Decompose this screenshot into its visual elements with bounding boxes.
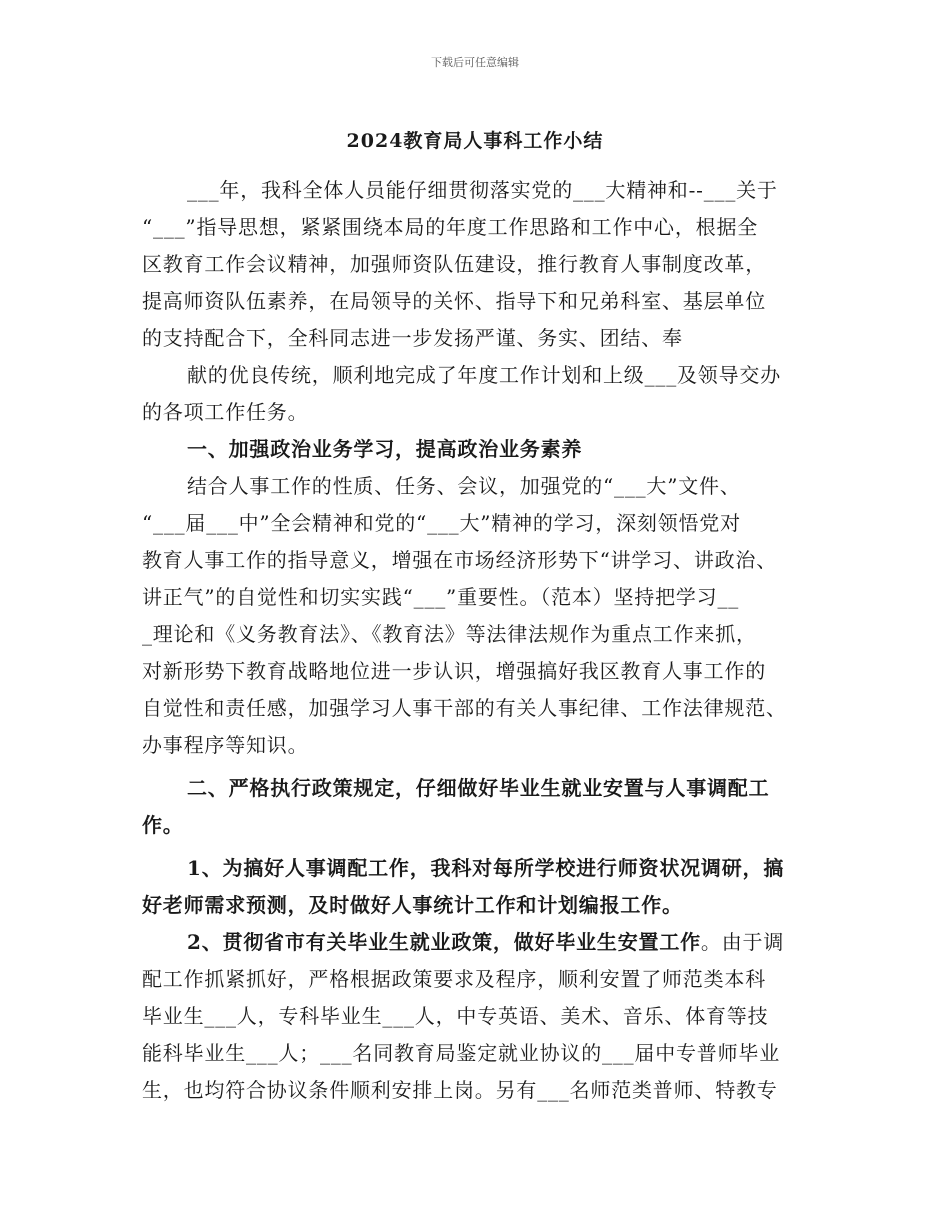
- paragraph-line: 献的优良传统，顺利地完成了年度工作计划和上级___及领导交办: [187, 363, 781, 387]
- item-heading: 好老师需求预测，及时做好人事统计工作和计划编报工作。: [142, 893, 683, 917]
- section-heading: 一、加强政治业务学习，提高政治业务素养: [187, 437, 583, 461]
- document-body: [142, 172, 820, 1109]
- paragraph-line: 教育人事工作的指导意义，增强在市场经济形势下“讲学习、讲政治、: [142, 548, 778, 572]
- paragraph-line: 区教育工作会议精神，加强师资队伍建设，推行教育人事制度改革，: [142, 252, 766, 276]
- item-heading: 1、为搞好人事调配工作，我科对每所学校进行师资状况调研，搞: [187, 856, 785, 880]
- page-header-note: 下载后可任意编辑: [431, 56, 519, 69]
- paragraph-line: 提高师资队伍素养，在局领导的关怀、指导下和兄弟科室、基层单位: [142, 289, 766, 313]
- paragraph-line: 生，也均符合协议条件顺利安排上岗。另有___名师范类普师、特教专: [142, 1078, 778, 1102]
- paragraph-line: 讲正气”的自觉性和切实实践“___”重要性。（范本）坚持把学习__: [142, 585, 740, 609]
- paragraph-line: 自觉性和责任感，加强学习人事干部的有关人事纪律、工作法律规范、: [142, 696, 787, 720]
- document-title: 2024教育局人事科工作小结: [346, 130, 604, 152]
- paragraph-text: 。由于调: [700, 930, 785, 954]
- paragraph-line: ___年，我科全体人员能仔细贯彻落实党的___大精神和--___关于: [187, 178, 778, 202]
- paragraph-line: “___届___中”全会精神和党的“___大”精神的学习，深刻领悟党对: [142, 511, 741, 535]
- paragraph-line: [142, 924, 820, 961]
- item-heading: 2、贯彻省市有关毕业生就业政策，做好毕业生安置工作: [187, 930, 701, 954]
- section-heading: 作。: [142, 813, 184, 837]
- paragraph-line: 结合人事工作的性质、任务、会议，加强党的“___大”文件、: [187, 474, 741, 498]
- paragraph-line: “___”指导思想，紧紧围绕本局的年度工作思路和工作中心，根据全: [142, 215, 759, 239]
- paragraph-line: 对新形势下教育战略地位进一步认识，增强搞好我区教育人事工作的: [142, 659, 766, 683]
- paragraph-line: _理论和《义务教育法》、《教育法》等法律法规作为重点工作来抓，: [142, 622, 757, 646]
- paragraph-line: 能科毕业生___人；___名同教育局鉴定就业协议的___届中专普师毕业: [142, 1041, 780, 1065]
- paragraph-line: 配工作抓紧抓好，严格根据政策要求及程序，顺利安置了师范类本科: [142, 967, 766, 991]
- paragraph-line: 毕业生___人，专科毕业生___人，中专英语、美术、音乐、体育等技: [142, 1004, 769, 1028]
- paragraph-line: 的各项工作任务。: [142, 400, 309, 424]
- paragraph-line: 的支持配合下，全科同志进一步发扬严谨、务实、团结、奉: [142, 326, 683, 350]
- section-heading: 二、严格执行政策规定，仔细做好毕业生就业安置与人事调配工: [187, 776, 770, 800]
- paragraph-line: 办事程序等知识。: [142, 733, 309, 757]
